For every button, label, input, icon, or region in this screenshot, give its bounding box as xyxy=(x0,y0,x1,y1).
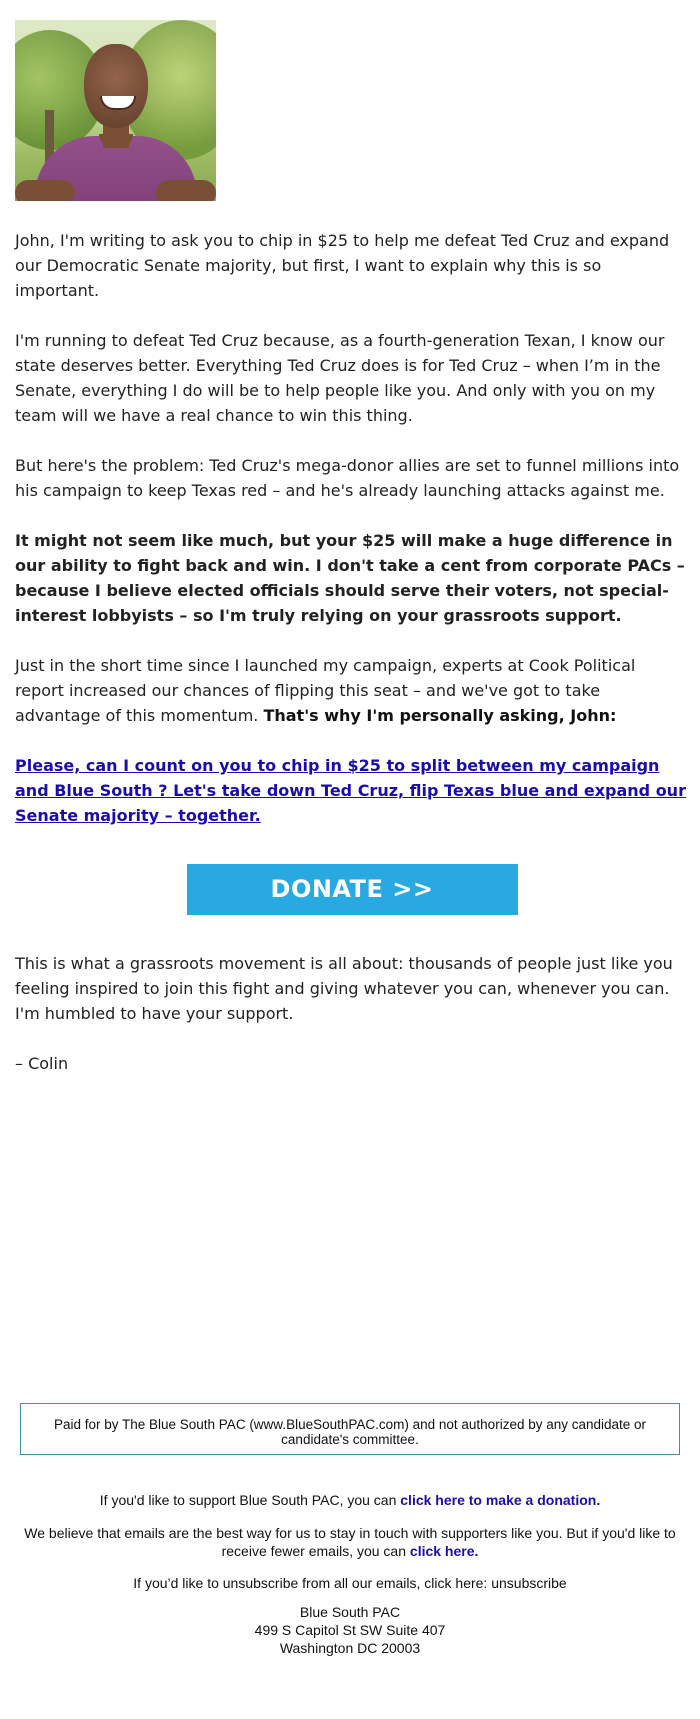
momentum-text: Just in the short time since I launched my campaign, experts at Cook Political report increased our chances of flipping this seat – and we've got to take advantage of this momentum. xyxy=(15,656,636,725)
paragraph-problem: But here's the problem: Ted Cruz's mega-donor allies are set to funnel millions into his campaign to keep Texas red – and he's already launching attacks against me. xyxy=(15,456,680,500)
candidate-photo xyxy=(15,20,216,201)
donate-row xyxy=(15,864,689,915)
signoff: – Colin xyxy=(15,1054,69,1073)
chip-in-link[interactable]: Please, can I count on you to chip in $25 to split between my campaign and Blue South ? Let's take down Ted Cruz, flip Texas blue and expand our Senate majority – together. xyxy=(15,756,686,825)
org-name: Blue South PAC xyxy=(299,1604,401,1620)
fewer-emails-link[interactable]: click here. xyxy=(409,1543,479,1559)
fewer-emails-line xyxy=(20,1524,680,1560)
mailing-address xyxy=(20,1603,680,1657)
unsubscribe-line xyxy=(20,1574,680,1592)
unsubscribe-text[interactable]: If you’d like to unsubscribe from all our emails, click here: unsubscribe xyxy=(133,1575,567,1591)
email-body xyxy=(15,20,689,1076)
address-line-2: Washington DC 20003 xyxy=(279,1640,421,1656)
paragraph-why-running: I'm running to defeat Ted Cruz because, as a fourth-generation Texan, I know our state deserves better. Everything Ted Cruz does is for Ted Cruz – when I’m in the Senate, everything I do will be to help people like you. And only with you on my team will we have a real chance to win this thing. xyxy=(15,331,665,425)
donation-link[interactable]: click here to make a donation. xyxy=(400,1492,601,1508)
paragraph-ask-link xyxy=(15,753,689,828)
address-line-1: 499 S Capitol St SW Suite 407 xyxy=(254,1622,446,1638)
support-line xyxy=(20,1491,680,1509)
support-text: If you'd like to support Blue South PAC, you can xyxy=(99,1492,397,1508)
fewer-emails-text: We believe that emails are the best way for us to stay in touch with supporters like you. But if you'd like to receive fewer emails, you can xyxy=(24,1525,676,1559)
donate-button[interactable]: DONATE >> xyxy=(187,864,518,915)
paragraph-ask-bold: It might not seem like much, but your $25 will make a huge difference in our ability to fight back and win. I don't take a cent from corporate PACs – because I believe elected officials should serve their voters, not special-interest lobbyists – so I'm truly relying on your grassroots support. xyxy=(15,531,685,625)
paragraph-momentum xyxy=(15,653,689,728)
disclaimer-box xyxy=(20,1403,680,1455)
paragraph-intro: John, I'm writing to ask you to chip in $25 to help me defeat Ted Cruz and expand our Democratic Senate majority, but first, I want to explain why this is so important. xyxy=(15,231,670,300)
disclaimer-text: Paid for by The Blue South PAC (www.BlueSouthPAC.com) and not authorized by any candidate or candidate's committee. xyxy=(53,1417,647,1447)
paragraph-grassroots: This is what a grassroots movement is all about: thousands of people just like you feeling inspired to join this fight and giving whatever you can, whenever you can. I'm humbled to have your support. xyxy=(15,954,673,1023)
personal-ask-text: That's why I'm personally asking, John: xyxy=(263,706,617,725)
